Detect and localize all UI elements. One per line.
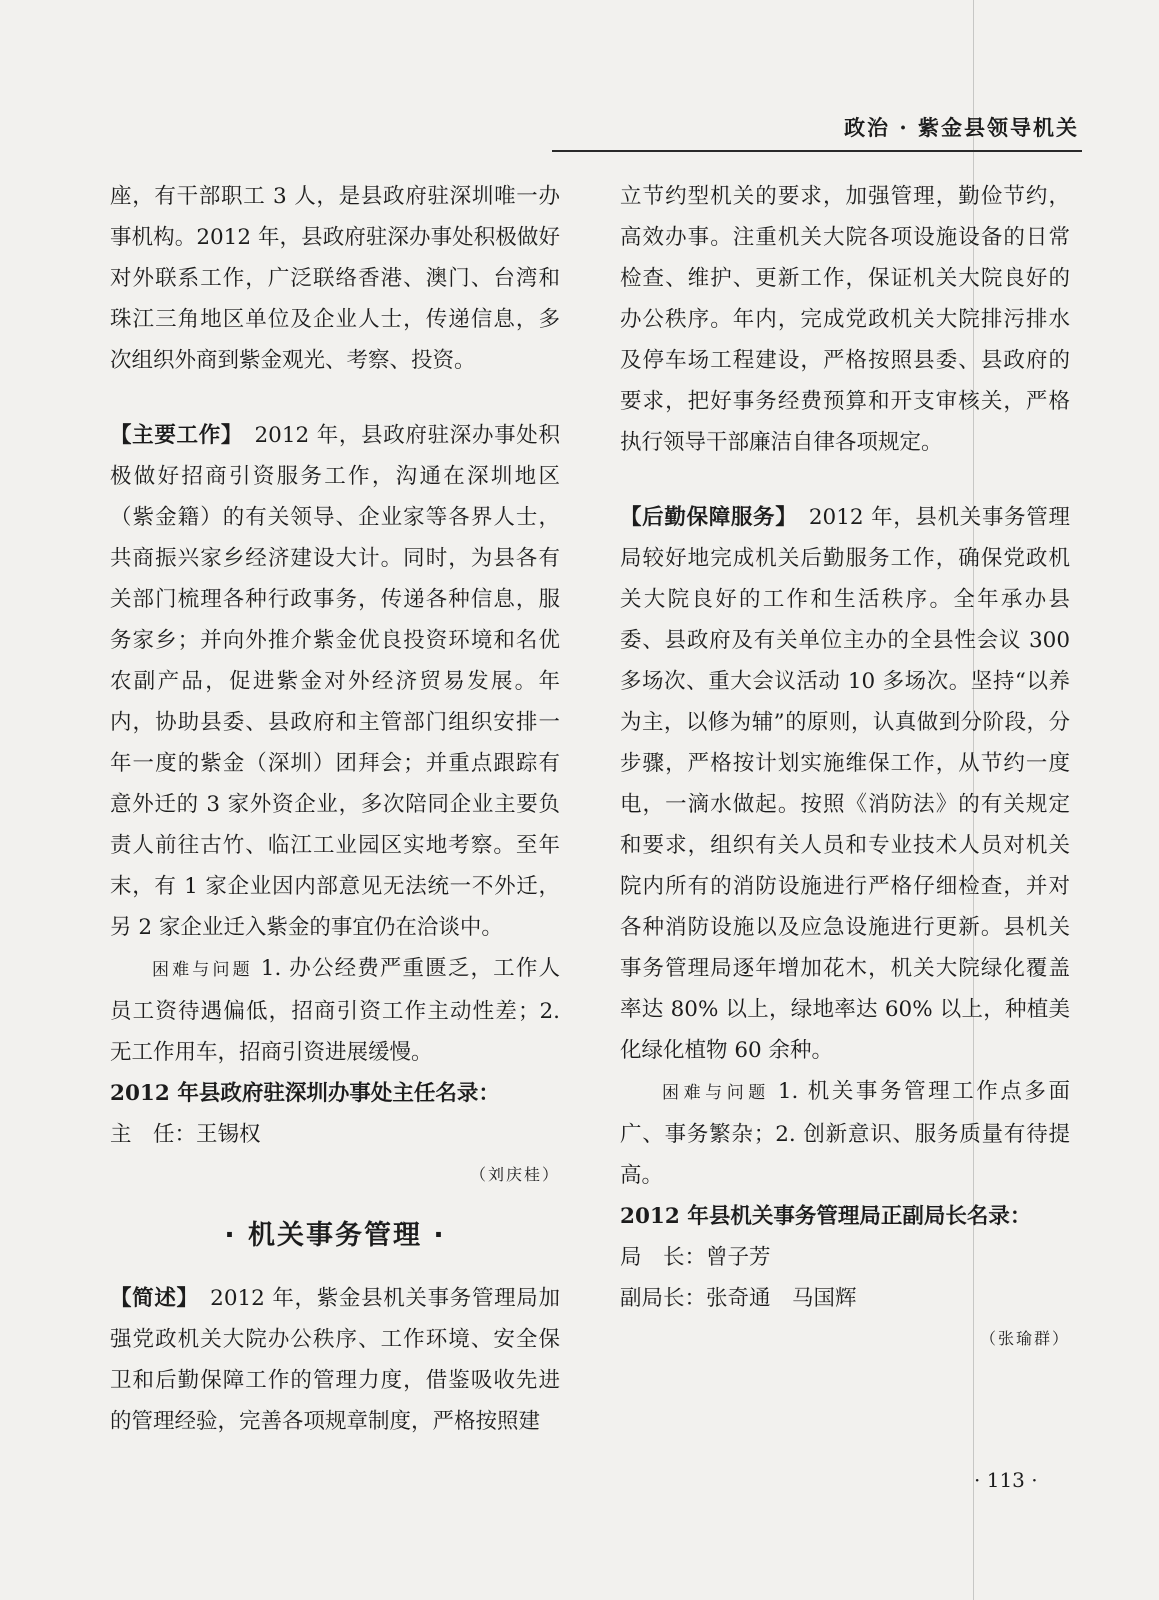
left-intro-paragraph: 座，有干部职工 3 人，是县政府驻深圳唯一办事机构。2012 年，县政府驻深办事处积极做好对外联系工作，广泛联络香港、澳门、台湾和珠江三角地区单位及企业人士，传递信息，多次组织外商到紫金观光、考察、投资。 [110, 184, 560, 373]
right-problems-text: 1. 机关事务管理工作点多面广、事务繁杂；2. 创新意识、服务质量有待提高。 [620, 1079, 1070, 1188]
page-number: · 113 · [974, 1468, 1038, 1492]
right-author: （张瑜群） [979, 1329, 1070, 1348]
left-problems-paragraph [110, 948, 560, 1073]
left-roster-role: 主 任： [110, 1122, 197, 1147]
running-header: 政治 · 紫金县领导机关 [844, 115, 1079, 140]
director-row [620, 1237, 1070, 1278]
right-problems-paragraph [620, 1071, 1070, 1196]
main-work-text: 2012 年，县政府驻深办事处积极做好招商引资服务工作，沟通在深圳地区（紫金籍）的有关领导、企业家等各界人士，共商振兴家乡经济建设大计。同时，为县各有关部门梳理各种行政事务，传递各种信息，服务家乡；并向外推介紫金优良投资环境和名优农副产品，促进紫金对外经济贸易发展。年内，协助县委、县政府和主管部门组织安排一年一度的紫金（深圳）团拜会；并重点跟踪有意外迁的 3 家外资企业，多次陪同企业主要负责人前往古竹、临江工业园区实地考察。至年末，有 1 家企业因内部意见无法统一不外迁，另 2 家企业迁入紫金的事宜仍在洽谈中。 [110, 423, 560, 940]
deputy-names: 张奇通 马国辉 [706, 1286, 857, 1311]
left-roster-row [110, 1114, 560, 1155]
logistics-paragraph [620, 497, 1070, 1071]
logistics-text: 2012 年，县机关事务管理局较好地完成机关后勤服务工作，确保党政机关大院良好的工作和生活秩序。全年承办县委、县政府及有关单位主办的全县性会议 300 多场次、重大会议活动 10 多场次。坚持“以养为主，以修为辅”的原则，认真做到分阶段，分步骤，严格按计划实施维保工作，从节约一度电，一滴水做起。按照《消防法》的有关规定和要求，组织有关人员和专业技术人员对机关院内所有的消防设施进行严格仔细检查，并对各种消防设施以及应急设施进行更新。县机关事务管理局逐年增加花木，机关大院绿化覆盖率达 80% 以上，绿地率达 60% 以上，种植美化绿化植物 60 余种。 [620, 505, 1070, 1063]
right-column [620, 176, 1070, 1359]
logistics-tag: 【后勤保障服务】 [620, 505, 787, 530]
main-work-tag: 【主要工作】 [110, 423, 233, 448]
summary-tag: 【简述】 [110, 1286, 188, 1311]
left-author: （刘庆桂） [469, 1165, 560, 1184]
left-problems-text: 1. 办公经费严重匮乏，工作人员工资待遇偏低，招商引资工作主动性差；2. 无工作用车，招商引资进展缓慢。 [110, 956, 560, 1065]
deputy-row [620, 1278, 1070, 1319]
main-work-paragraph [110, 415, 560, 948]
deputy-role: 副局长： [620, 1286, 707, 1311]
left-problems-label: 困难与问题 [152, 960, 253, 980]
summary-paragraph [110, 1278, 560, 1442]
left-roster-title: 2012 年县政府驻深圳办事处主任名录： [110, 1081, 500, 1106]
left-column [110, 176, 560, 1442]
director-role: 局 长： [620, 1245, 707, 1270]
summary-text: 2012 年，紫金县机关事务管理局加强党政机关大院办公秩序、工作环境、安全保卫和后勤保障工作的管理力度，借鉴吸收先进的管理经验，完善各项规章制度，严格按照建 [110, 1286, 560, 1434]
director-name: 曾子芳 [706, 1245, 771, 1270]
right-intro-paragraph: 立节约型机关的要求，加强管理，勤俭节约，高效办事。注重机关大院各项设施设备的日常检查、维护、更新工作，保证机关大院良好的办公秩序。年内，完成党政机关大院排污排水及停车场工程建设，严格按照县委、县政府的要求，把好事务经费预算和开支审核关，严格执行领导干部廉洁自律各项规定。 [620, 184, 1070, 455]
left-roster-name: 王锡权 [196, 1122, 261, 1147]
right-roster-title: 2012 年县机关事务管理局正副局长名录： [620, 1204, 1032, 1229]
header-rule [552, 150, 1082, 152]
section-title: · 机关事务管理 · [224, 1220, 446, 1251]
right-problems-label: 困难与问题 [662, 1083, 770, 1103]
